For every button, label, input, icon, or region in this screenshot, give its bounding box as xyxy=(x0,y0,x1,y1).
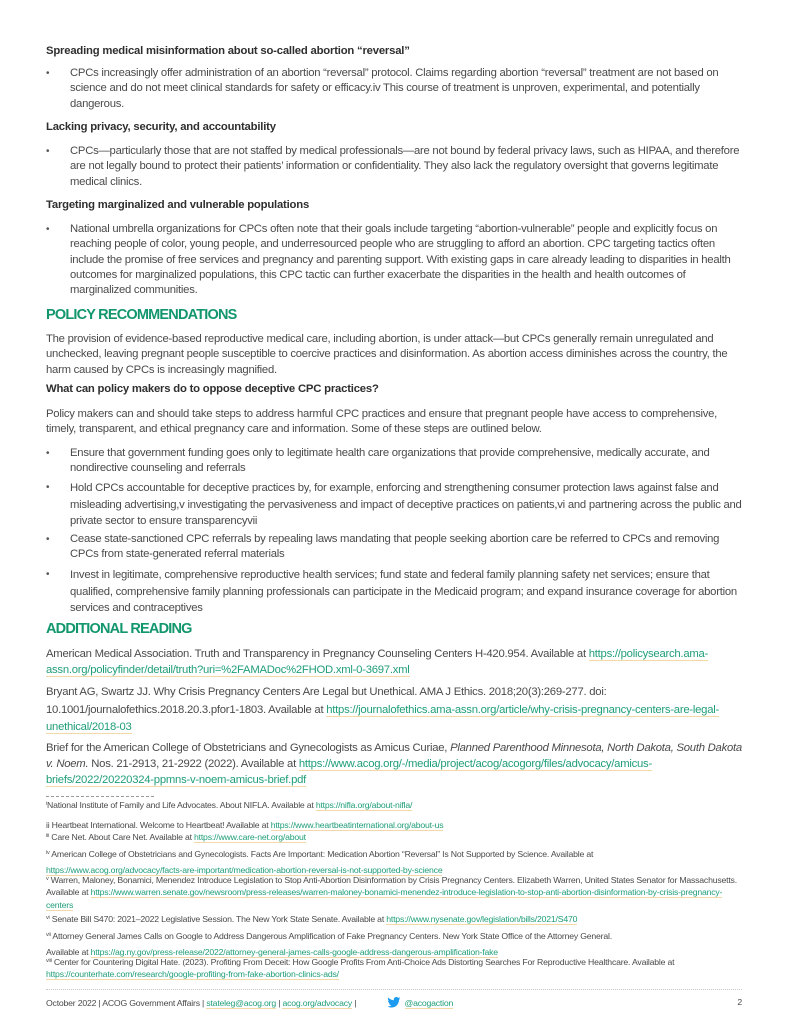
policy-lead: Policy makers can and should take steps to address harmful CPC practices and ensure that pregnant people have access to comprehensive, timely, transparent, and ethical pregnancy care and information. Some of these steps are outlined below. xyxy=(46,408,718,436)
subheading-misinformation: Spreading medical misinformation about so-called abortion “reversal” xyxy=(46,45,410,57)
footnote-5: $^v$ Warren, Maloney, Bonamici, Menendez Introduce Legislation to Stop Anti-Abortion Disinformation by Crisis Pregnancy Centers. Elizabeth Warren, United States Senator for Massachusetts. Available at https://www.warren.senate.gov/newsroom/press-releases/warren-maloney-bonamici-menendez-introduce-legislation-to-stop-anti-abortion-disinformation-by-crisis-pregnancy-centers xyxy=(46,875,737,910)
bullet-dot: • xyxy=(46,534,50,545)
reference-bryant: Bryant AG, Swartz JJ. Why Crisis Pregnancy Centers Are Legal but Unethical. AMA J Ethics. 2018;20(3):269-277. doi: 10.1001/journalofethics.2018.20.3.pfor1-1803. Available at https://journalofethics.ama-assn.org/article/why-crisis-pregnancy-centers-are-legal-unethical/2018-03 xyxy=(46,686,720,733)
bullet-dot: • xyxy=(46,68,50,79)
section-title-reading: ADDITIONAL READING xyxy=(46,621,192,637)
subheading-privacy: Lacking privacy, security, and accountability xyxy=(46,121,276,133)
footnote-1: $^i$National Institute of Family and Life Advocates. About NIFLA. Available at https://nifla.org/about-nifla/ xyxy=(46,800,413,810)
bullet-dot: • xyxy=(46,224,50,235)
policy-bullet-referrals: • Cease state-sanctioned CPC referrals by repealing laws mandating that people seeking abortion care be referred to CPCs and removing CPCs from state-generated referral materials xyxy=(46,533,720,561)
policy-bullet-invest: • Invest in legitimate, comprehensive reproductive health services; fund state and federal family planning safety net services; ensure that qualified, comprehensive family planning professionals can participate in the Medicaid program; and expand insurance coverage for abortion services and contraceptives xyxy=(46,569,737,614)
footnote-link[interactable]: https://www.care-net.org/about xyxy=(194,832,306,842)
bullet-dot: • xyxy=(46,569,50,580)
bullet-dot: • xyxy=(46,482,50,493)
subheading-targeting: Targeting marginalized and vulnerable populations xyxy=(46,199,310,211)
footer-email-link[interactable]: stateleg@acog.org xyxy=(206,997,276,1008)
section-title-policy: POLICY RECOMMENDATIONS xyxy=(46,307,237,323)
footnote-link[interactable]: https://counterhate.com/research/google-profiting-from-fake-abortion-clinics-ads/ xyxy=(46,969,339,980)
policy-intro: The provision of evidence-based reproductive medical care, including abortion, is under attack—but CPCs generally remain unregulated and unchecked, leaving pregnant people susceptible to coercive practices and disinformation. As abortion access diminishes across the country, the harm caused by CPCs is increasingly magnified. xyxy=(46,333,728,376)
policy-question: What can policy makers do to oppose deceptive CPC practices? xyxy=(46,383,379,395)
footnote-link[interactable]: https://www.nysenate.gov/legislation/bills/2021/S470 xyxy=(386,914,578,924)
footnote-link[interactable]: https://www.warren.senate.gov/newsroom/press-releases/warren-maloney-bonamici-menendez-introduce-legislation-to-stop-anti-abortion-disinformation-by-crisis-pregnancy-centers xyxy=(46,887,723,910)
reference-amicus-brief: Brief for the American College of Obstetricians and Gynecologists as Amicus Curiae, Planned Parenthood Minnesota, North Dakota, South Dakota v. Noem. Nos. 21-2913, 21-2922 (2022). Available at https://www.acog.org/-/media/project/acog/acogorg/files/advocacy/amicus-briefs/2022/20220324-ppmns-v-noem-amicus-brief.pdf xyxy=(46,742,742,786)
footer-divider xyxy=(46,989,742,990)
footnote-3: $^{iii}$ Care Net. About Care Net. Available at https://www.care-net.org/about xyxy=(46,832,306,842)
link-ama-policy[interactable]: https://policysearch.ama-assn.org/policyfinder/detail/truth?uri=%2FAMADoc%2FHOD.xml-0-3697.xml xyxy=(46,648,709,676)
footnote-2: ii Heartbeat International. Welcome to Heartbeat! Available at https://www.heartbeatinternational.org/about-us xyxy=(46,820,444,830)
link-ama-journal[interactable]: https://journalofethics.ama-assn.org/article/why-crisis-pregnancy-centers-are-legal-unethical/2018-03 xyxy=(46,703,720,733)
bullet-privacy: • CPCs—particularly those that are not staffed by medical professionals—are not bound by federal privacy laws, such as HIPAA, and therefore are not legally bound to protect their patients’ information or confidentiality. They also lack the regulatory oversight that governs legitimate medical clinics. xyxy=(46,145,740,188)
footnote-8: $^{viii}$ Center for Countering Digital Hate. (2023). Profiting From Deceit: How Google Profits From Anti-Choice Ads Distorting Searches For Reproductive Healthcare. Available at https://counterhate.com/research/google-profiting-from-fake-abortion-clinics-ads/ xyxy=(46,957,675,980)
footnote-link[interactable]: https://nifla.org/about-nifla/ xyxy=(315,800,413,810)
footnote-divider xyxy=(46,796,154,797)
page-footer: October 2022 | ACOG Government Affairs | stateleg@acog.org | acog.org/advocacy | @acogaction 2 xyxy=(46,997,742,1010)
footnote-link[interactable]: https://www.acog.org/advocacy/facts-are-important/medication-abortion-reversal-is-not-supported-by-science xyxy=(46,865,443,875)
link-acog-brief[interactable]: https://www.acog.org/-/media/project/acog/acogorg/files/advocacy/amicus-briefs/2022/20220324-ppmns-v-noem-amicus-brief.pdf xyxy=(46,758,652,786)
footer-advocacy-link[interactable]: acog.org/advocacy xyxy=(282,997,352,1008)
bullet-targeting: • National umbrella organizations for CPCs often note that their goals include targeting “abortion-vulnerable” people and explicitly focus on reaching people of color, young people, and underresourced people who are struggling to afford an abortion. CPC targeting tactics often include the promise of free services and pregnancy and parenting support. With existing gaps in care already leading to disparities in health outcomes for marginalized populations, this CPC tactic can further exacerbate the disparities in the health and health outcomes of marginalized communities. xyxy=(46,223,731,297)
policy-bullet-accountable: • Hold CPCs accountable for deceptive practices by, for example, enforcing and strengthening consumer protection laws against false and misleading advertising,v investigating the pervasiveness and impact of deceptive practices on patients,vi and partnering across the public and private sector to ensure transparencyvii xyxy=(46,482,742,527)
reference-ama: American Medical Association. Truth and Transparency in Pregnancy Counseling Centers H-420.954. Available at https://policysearch.ama-assn.org/policyfinder/detail/truth?uri=%2FAMADoc%2FHOD.xml-0-3697.xml xyxy=(46,648,709,676)
bullet-misinformation: • CPCs increasingly offer administration of an abortion “reversal” protocol. Claims regarding abortion “reversal” treatment are not based on science and do not meet clinical standards for safety or efficacy.iv This course of treatment is unproven, experimental, and potentially dangerous. xyxy=(46,67,719,110)
footnote-6: $^{vi}$ Senate Bill S470: 2021–2022 Legislative Session. The New York State Senate. Available at https://www.nysenate.gov/legislation/bills/2021/S470 xyxy=(46,914,578,924)
footer-twitter-link[interactable]: @acogaction xyxy=(404,997,454,1008)
bullet-dot: • xyxy=(46,146,50,157)
bullet-dot: • xyxy=(46,448,50,459)
page-number: 2 xyxy=(737,997,742,1007)
footnote-7: $^{vii}$ Attorney General James Calls on Google to Address Dangerous Amplification of Fake Pregnancy Centers. New York State Office of the Attorney General. Available at https://ag.ny.gov/press-release/2022/attorney-general-james-calls-google-address-dangerous-amplification-fake xyxy=(46,931,612,957)
policy-bullet-funding: • Ensure that government funding goes only to legitimate health care organizations that provide comprehensive, medically accurate, and nondirective counseling and referrals xyxy=(46,447,710,475)
footnote-link[interactable]: https://www.heartbeatinternational.org/about-us xyxy=(270,820,444,830)
footnote-link[interactable]: https://ag.ny.gov/press-release/2022/attorney-general-james-calls-google-address-dangerous-amplification-fake xyxy=(90,947,498,957)
footnote-4: $^{iv}$ American College of Obstetricians and Gynecologists. Facts Are Important: Medication Abortion “Reversal” Is Not Supported by Science. Available at https://www.acog.org/advocacy/facts-are-important/medication-abortion-reversal-is-not-supported-by-science xyxy=(46,849,594,875)
twitter-bird-icon xyxy=(387,997,401,1010)
